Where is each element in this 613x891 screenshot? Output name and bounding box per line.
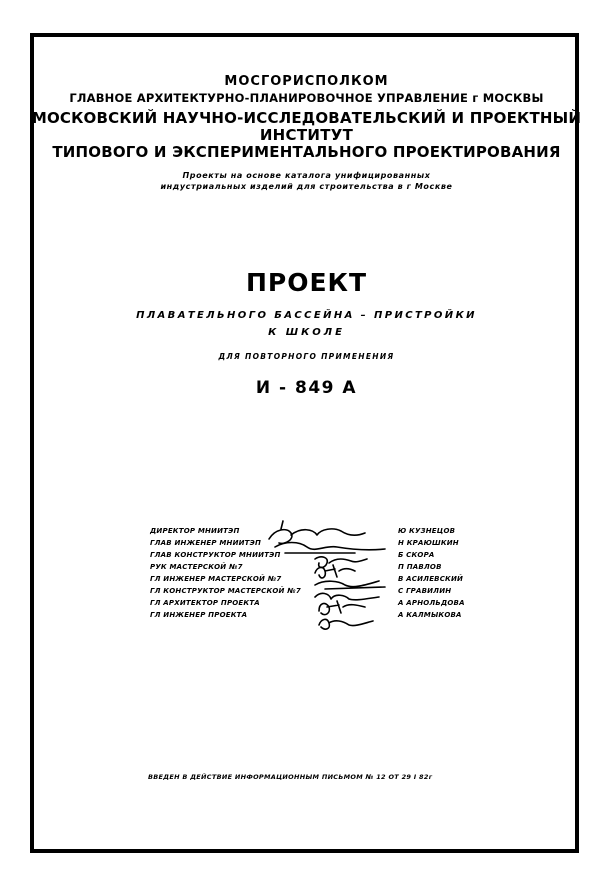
note-line-1: Проекты на основе каталога унифицированных — [182, 171, 431, 180]
signature-1 — [269, 521, 365, 543]
signer-name: П ПАВЛОВ — [398, 563, 442, 571]
project-purpose: ДЛЯ ПОВТОРНОГО ПРИМЕНЕНИЯ — [218, 352, 395, 361]
signer-name: Б СКОРА — [398, 551, 435, 559]
signer-name: С ГРАВИЛИН — [398, 587, 452, 595]
signer-role: ДИРЕКТОР МНИИТЭП — [150, 527, 240, 535]
document-title: ПРОЕКТ — [245, 268, 368, 297]
project-subject-1: ПЛАВАТЕЛЬНОГО БАССЕЙНА – ПРИСТРОЙКИ — [136, 310, 477, 321]
signature-7 — [319, 601, 365, 615]
project-subject-2: К ШКОЛЕ — [268, 327, 345, 338]
signature-6 — [315, 593, 379, 599]
signer-role: ГЛАВ КОНСТРУКТОР МНИИТЭП — [150, 551, 281, 559]
signer-role: ГЛ АРХИТЕКТОР ПРОЕКТА — [150, 599, 260, 607]
signer-role: ГЛ ИНЖЕНЕР МАСТЕРСКОЙ №7 — [150, 575, 282, 583]
signer-role: ГЛ ИНЖЕНЕР ПРОЕКТА — [150, 611, 248, 619]
signature-5 — [315, 581, 385, 589]
note-line-2: индустриальных изделий для строительства в г Москве — [160, 182, 453, 191]
signer-name: Ю КУЗНЕЦОВ — [398, 527, 456, 535]
signer-role: ГЛ КОНСТРУКТОР МАСТЕРСКОЙ №7 — [150, 587, 301, 595]
signer-role: ГЛАВ ИНЖЕНЕР МНИИТЭП — [150, 539, 262, 547]
signature-4 — [315, 565, 355, 578]
signature-3 — [315, 557, 367, 568]
institute-line-1: МОСКОВСКИЙ НАУЧНО-ИССЛЕДОВАТЕЛЬСКИЙ И ПРОЕКТНЫЙ — [31, 109, 582, 127]
signer-name: В АСИЛЕВСКИЙ — [398, 575, 464, 583]
signature-2 — [275, 543, 385, 554]
signer-name: Н КРАЮШКИН — [398, 539, 459, 547]
org-name: МОСГОРИСПОЛКОМ — [224, 74, 389, 89]
signer-name: А КАЛМЫКОВА — [398, 611, 462, 619]
signer-role: РУК МАСТЕРСКОЙ №7 — [150, 563, 243, 571]
signer-name: А АРНОЛЬДОВА — [398, 599, 465, 607]
signature-8 — [319, 619, 373, 629]
handwritten-signatures — [255, 515, 405, 647]
org-department: ГЛАВНОЕ АРХИТЕКТУРНО-ПЛАНИРОВОЧНОЕ УПРАВЛЕНИЕ г МОСКВЫ — [69, 91, 544, 105]
institute-line-3: ТИПОВОГО И ЭКСПЕРИМЕНТАЛЬНОГО ПРОЕКТИРОВАНИЯ — [52, 143, 561, 161]
project-code: И - 849 А — [255, 378, 358, 398]
institute-line-2: ИНСТИТУТ — [259, 126, 354, 144]
footer-note: ВВЕДЕН В ДЕЙСТВИЕ ИНФОРМАЦИОННЫМ ПИСЬМОМ № 12 ОТ 29 I 82г — [148, 773, 433, 781]
